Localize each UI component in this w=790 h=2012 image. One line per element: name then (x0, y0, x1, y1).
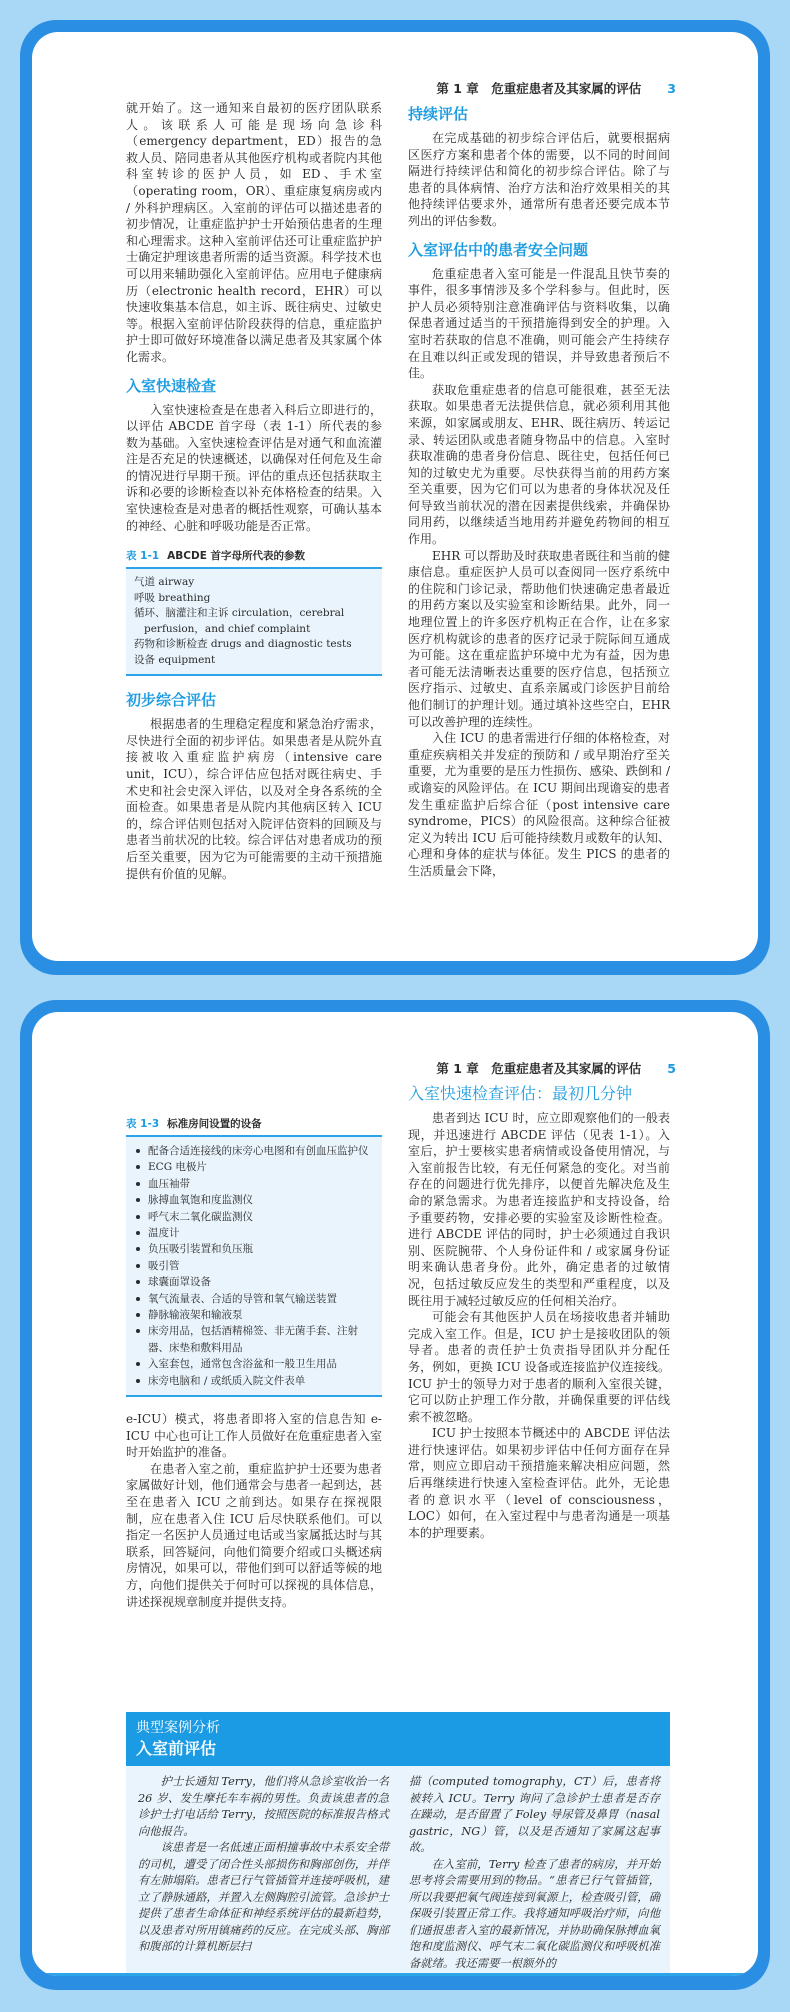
table-1-1 (126, 569, 382, 676)
paragraph: 可能会有其他医护人员在场接收患者并辅助完成入室工作。但是，ICU 护士是接收团队的领导者。患者的责任护士负责指导团队并分配任务，例如，更换 ICU 设备或连接监护仪连接线。ICU 护士的领导力对于患者的顺利入室很关键，它可以防止护理工作分散，并确保重要的评估线索不被忽略。 (408, 1310, 670, 1424)
list-item: 负压吸引装置和负压瓶 (134, 1241, 374, 1257)
page-frame-1 (20, 20, 770, 975)
bottom-rule (32, 1973, 758, 1976)
paragraph: e-ICU）模式，将患者即将入室的信息告知 e-ICU 中心也可让工作人员做好在危重症患者入室时开始监护的准备。 (126, 1412, 382, 1460)
table-1-1-title (126, 548, 382, 569)
chapter-title: 第 1 章 危重症患者及其家属的评估 (436, 1061, 642, 1076)
list-item: 温度计 (134, 1225, 374, 1241)
section-heading-first-minutes: 入室快速检查评估：最初几分钟 (408, 1084, 633, 1103)
case-study-body (126, 1766, 670, 1976)
table-1-3 (126, 1137, 382, 1397)
paragraph: 护士长通知 Terry，他们将从急诊室收治一名 26 岁、发生摩托车车祸的男性。负责该患者的急诊护士打电话给 Terry，按照医院的标准报告格式向他报告。 (138, 1775, 389, 1838)
book-page-5 (32, 1012, 758, 1976)
list-item: 脉搏血氧饱和度监测仪 (134, 1192, 374, 1208)
list-item: 床旁用品，包括酒精棉签、非无菌手套、注射器、床垫和敷料用品 (134, 1323, 374, 1356)
right-column (408, 104, 670, 880)
table-row: 设备 equipment (134, 653, 216, 666)
list-item: 入室套包，通常包含浴盆和一般卫生用品 (134, 1356, 374, 1372)
case-study-title: 入室前评估 (136, 1739, 217, 1758)
list-item: 静脉输液架和输液泵 (134, 1307, 374, 1323)
paragraph: 入住 ICU 的患者需进行仔细的体格检查，对重症疾病相关并发症的预防和 / 或早期治疗至关重要，尤为重要的是压力性损伤、感染、跌倒和 / 或谵妄的风险评估。在 ICU 期间出现谵妄的患者发生重症监护后综合征（post intensive care syndrome，PICS）的风险很高。这种综合征被定义为转出 ICU 后可能持续数月或数年的认知、心理和身体的症状与体征。发生 PICS 的患者的生活质量会下降， (408, 731, 670, 878)
table-row: 药物和诊断检查 drugs and diagnostic tests (134, 638, 352, 651)
paragraph: 获取危重症患者的信息可能很难，甚至无法获取。如果患者无法提供信息，就必须利用其他来源，如家属或朋友、EHR、既往病历、转运记录、转运团队或患者随身物品中的信息。入室时获取准确的患者身份信息、既往史，包括任何已知的过敏史尤为重要。尽快获得当前的用药方案至关重要，因为它们可以为患者的身体状况及任何导致当前状况的潜在因素提供线索，并确保协同用药，以继续适当地用药并避免药物间的相互作用。 (408, 382, 670, 547)
paragraph: 入室快速检查是在患者入科后立即进行的，以评估 ABCDE 首字母（表 1-1）所代表的参数为基础。入室快速检查评估是对通气和血流灌注是否充足的快速概述，以确保对任何危及生命的情况进行早期干预。评估的重点还包括获取主诉和必要的诊断检查以补充体格检查的结果。入室快速检查是对患者的概括性观察，可确认基本的神经、心脏和呼吸功能是否正常。 (126, 402, 382, 533)
case-study-label: 典型案例分析 (136, 1720, 220, 1736)
list-item: 呼气末二氧化碳监测仪 (134, 1209, 374, 1225)
table-row: 呼吸 breathing (134, 591, 211, 604)
table-row: 气道 airway (134, 576, 195, 589)
paragraph: 危重症患者入室可能是一件混乱且快节奏的事件，很多事情涉及多个学科参与。但此时，医护人员必须特别注意准确评估与资料收集，以确保患者通过适当的干预措施得到安全的护理。入室时若获取的信息不准确，则可能会产生持续存在且难以纠正或发现的错误，并导致患者预后不佳。 (408, 266, 670, 381)
page-frame-2 (20, 1000, 770, 1990)
page-number: 3 (667, 81, 676, 96)
left-column (126, 100, 382, 882)
case-study-header (126, 1712, 670, 1766)
paragraph: 在患者入室之前，重症监护护士还要为患者家属做好计划，他们通常会与患者一起到达，甚至在患者入 ICU 之前到达。如果存在探视限制，应在患者入住 ICU 后尽快联系他们。可以指定一名医护人员通过电话或当家属抵达时与其联系，回答疑问，向他们简要介绍或口头概述病房情况，如果可以，带他们到可以舒适等候的地方，向他们提供关于何时可以探视的具体信息，讲述探视规章制度并提供支持。 (126, 1461, 382, 1609)
list-item: 配备合适连接线的床旁心电图和有创血压监护仪 (134, 1143, 374, 1159)
table-number: 表 1-3 (126, 1118, 160, 1130)
paragraph: 在入室前，Terry 检查了患者的病房，并开始思考将会需要用到的物品。“患者已行气管插管，所以我要把氧气阀连接到氧源上，检查吸引管，确保吸引装置正常工作。我将通知呼吸治疗师，向他们通报患者入室的最新情况，并协助确保脉搏血氧饱和度监测仪、呼气末二氧化碳监测仪和呼吸机准备就绪。我还需要一根额外的 (409, 1857, 660, 1970)
table-1-3-title (126, 1116, 382, 1137)
section-heading-quick-check: 入室快速检查 (126, 376, 217, 395)
paragraph: 就开始了。这一通知来自最初的医疗团队联系人。该联系人可能是现场向急诊科（emergency department，ED）报告的急救人员、陪同患者从其他医疗机构或者院内其他科室转诊的医护人员，如 ED、手术室（operating room，OR）、重症康复病房或内 / 外科护理病区。入室前的评估可以描述患者的初步情况，让重症监护护士开始预估患者的生理和心理需求。这种入室前评估还可让重症监护护士确定护理该患者所需的适当资源。科学技术也可以用来辅助强化入室前评估。应用电子健康病历（electronic health record，EHR）可以快速收集基本信息，如主诉、既往病史、过敏史等。根据入室前评估阶段获得的信息，重症监护护士即可做好环境准备以满足患者及其家属个体化需求。 (126, 101, 382, 364)
equipment-list (134, 1143, 374, 1389)
section-heading-patient-safety: 入室评估中的患者安全问题 (408, 240, 589, 259)
paragraph: 描（computed tomography，CT）后，患者将被转入 ICU。Terry 询问了急诊护士患者是否存在躁动，是否留置了 Foley 导尿管及鼻胃（nasal gastric，NG）管，以及是否通知了家属这起事故。 (409, 1775, 660, 1854)
section-heading-ongoing-assessment: 持续评估 (408, 105, 469, 123)
case-study-left-column (138, 1774, 389, 1972)
case-study-right-column (409, 1774, 660, 1972)
paragraph: ICU 护士按照本节概述中的 ABCDE 评估法进行快速评估。如果初步评估中任何方面存在异常，则应立即启动干预措施来解决相应问题，然后再继续进行快速入室检查评估。此外，无论患者的意识水平（level of consciousness，LOC）如何，在入室过程中与患者沟通是一项基本的护理要素。 (408, 1426, 670, 1540)
running-head (32, 79, 758, 97)
paragraph: 患者到达 ICU 时，应立即观察他们的一般表现，并迅速进行 ABCDE 评估（见表 1-1）。入室后，护士要核实患者病情或设备使用情况，与入室前报告比较，有无任何紧急的变化。对当前存在的问题进行优先排序，以便首先解决危及生命的紧急需求。为患者连接监护和支持设备，给予重要药物，安排必要的实验室及诊断性检查。进行 ABCDE 评估的同时，护士必须通过自我识别、医院腕带、个人身份证件和 / 或家属身份证明来确认患者身份。此外，确定患者的过敏情况，包括过敏反应发生的类型和严重程度，以及既往用于减轻过敏反应的任何相关治疗。 (408, 1111, 670, 1308)
table-caption: ABCDE 首字母所代表的参数 (167, 550, 306, 563)
list-item: 床旁电脑和 / 或纸质入院文件表单 (134, 1373, 374, 1389)
list-item: 球囊面罩设备 (134, 1274, 374, 1290)
right-column (408, 1084, 670, 1541)
list-item: 吸引管 (134, 1258, 374, 1274)
paragraph: EHR 可以帮助及时获取患者既往和当前的健康信息。重症医护人员可以查阅同一医疗系统中的住院和门诊记录，帮助他们快速确定患者最近的用药方案以及实验室和诊断结果。此外，同一地理位置上的许多医疗机构正在合作，让在多家医疗机构就诊的患者的医疗记录于院际间互通成为可能。这在重症监护环境中尤为有益，因为患者可能无法清晰表达重要的医疗信息，包括预立医疗指示、过敏史、直系亲属或门诊医护目前给他们制订的护理计划。通过填补这些空白，EHR 可以改善护理的连续性。 (408, 548, 670, 729)
list-item: 氧气流量表、合适的导管和氧气输送装置 (134, 1291, 374, 1307)
table-number: 表 1-1 (126, 550, 160, 563)
running-head (32, 1059, 758, 1077)
case-study-box (126, 1712, 670, 1976)
paragraph: 根据患者的生理稳定程度和紧急治疗需求，尽快进行全面的初步评估。如果患者是从院外直接被收入重症监护病房（intensive care unit，ICU），综合评估应包括对既往病史、手术史和社会史深入评估，以及对全身各系统的全面检查。如果患者是从院内其他病区转入 ICU 的，综合评估则包括对入院评估资料的回顾及与患者当前状况的比较。综合评估对患者成功的预后至关重要，因为它为可能需要的主动干预措施提供有价值的见解。 (126, 717, 382, 881)
paragraph: 该患者是一名低速正面相撞事故中未系安全带的司机，遭受了闭合性头部损伤和胸部创伤，并伴有左肺塌陷。患者已行气管插管并连接呼吸机，建立了静脉通路，并置入左侧胸腔引流管。急诊护士提供了患者生命体征和神经系统评估的最新趋势，以及患者对所用镇痛药的反应。在完成头部、胸部和腹部的计算机断层扫 (138, 1841, 389, 1953)
table-row: 循环、脑灌注和主诉 circulation，cerebral perfusion，and chief complaint (134, 607, 345, 635)
chapter-title: 第 1 章 危重症患者及其家属的评估 (436, 81, 642, 96)
list-item: 血压袖带 (134, 1176, 374, 1192)
table-caption: 标准房间设置的设备 (167, 1118, 262, 1130)
list-item: ECG 电极片 (134, 1159, 374, 1175)
paragraph: 在完成基础的初步综合评估后，就要根据病区医疗方案和患者个体的需要，以不同的时间间隔进行持续评估和简化的初步综合评估。除了与患者的具体病情、治疗方法和治疗效果相关的其他持续评估要求外，通常所有患者还要完成本节列出的评估参数。 (408, 131, 670, 228)
page-number: 5 (667, 1061, 676, 1076)
section-heading-initial-assessment: 初步综合评估 (126, 691, 217, 710)
left-column (126, 1116, 382, 1610)
book-page-3 (32, 32, 758, 961)
